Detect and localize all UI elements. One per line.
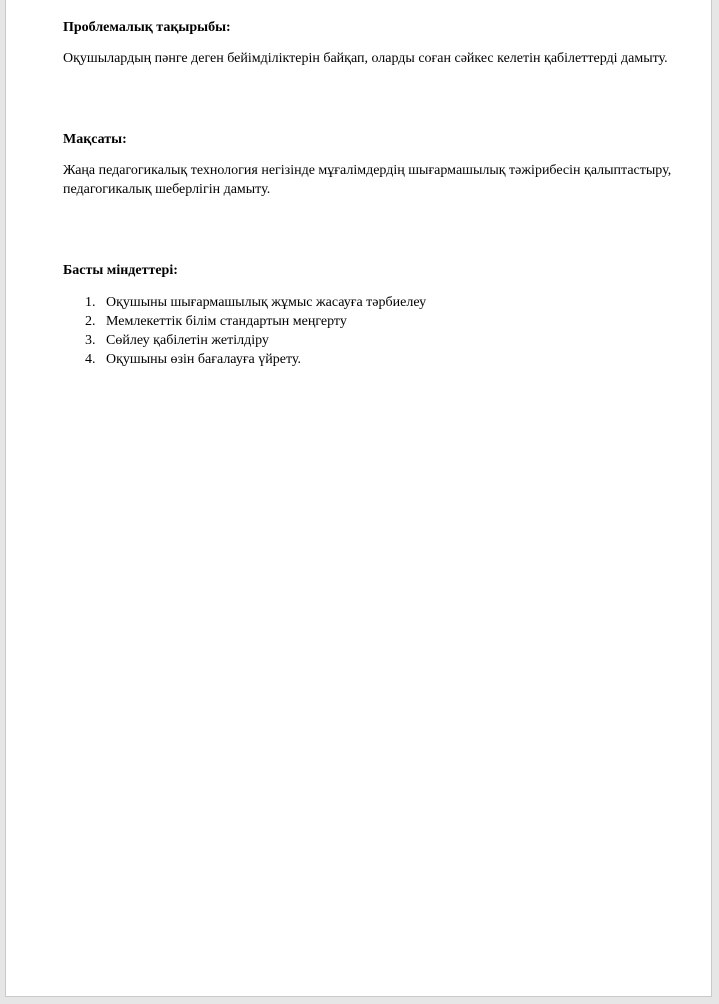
goal-text-line-1: Жаңа педагогикалық технология негізінде мұғалімдердің шығармашылық тәжірибесін қалыптастыру, [63, 163, 672, 178]
list-item-number: 1. [85, 295, 96, 310]
problem-text: Оқушылардың пәнге деген бейімділіктерін байқап, оларды соған сәйкес келетін қабілеттерді дамыту. [63, 51, 668, 66]
list-item-text: Оқушыны өзін бағалауға үйрету. [106, 352, 302, 367]
list-item [63, 331, 703, 350]
problem-heading: Проблемалық тақырыбы: [63, 20, 231, 35]
list-item [63, 350, 703, 369]
tasks-heading: Басты міндеттері: [63, 263, 178, 278]
goal-text-line-2: педагогикалық шеберлігін дамыту. [63, 182, 271, 197]
spacer [63, 68, 703, 130]
list-item-text: Мемлекеттік білім стандартын меңгерту [106, 314, 347, 329]
tasks-list [63, 293, 703, 369]
spacer [63, 280, 703, 293]
list-item-number: 2. [85, 314, 96, 329]
document-content [63, 18, 703, 369]
goal-heading: Мақсаты: [63, 132, 127, 147]
spacer [63, 37, 703, 49]
spacer [63, 199, 703, 261]
document-page [5, 0, 712, 997]
list-item-number: 4. [85, 352, 96, 367]
list-item-number: 3. [85, 333, 96, 348]
list-item [63, 312, 703, 331]
spacer [63, 149, 703, 161]
list-item [63, 293, 703, 312]
list-item-text: Сөйлеу қабілетін жетілдіру [106, 333, 269, 348]
list-item-text: Оқушыны шығармашылық жұмыс жасауға тәрбиелеу [106, 295, 427, 310]
